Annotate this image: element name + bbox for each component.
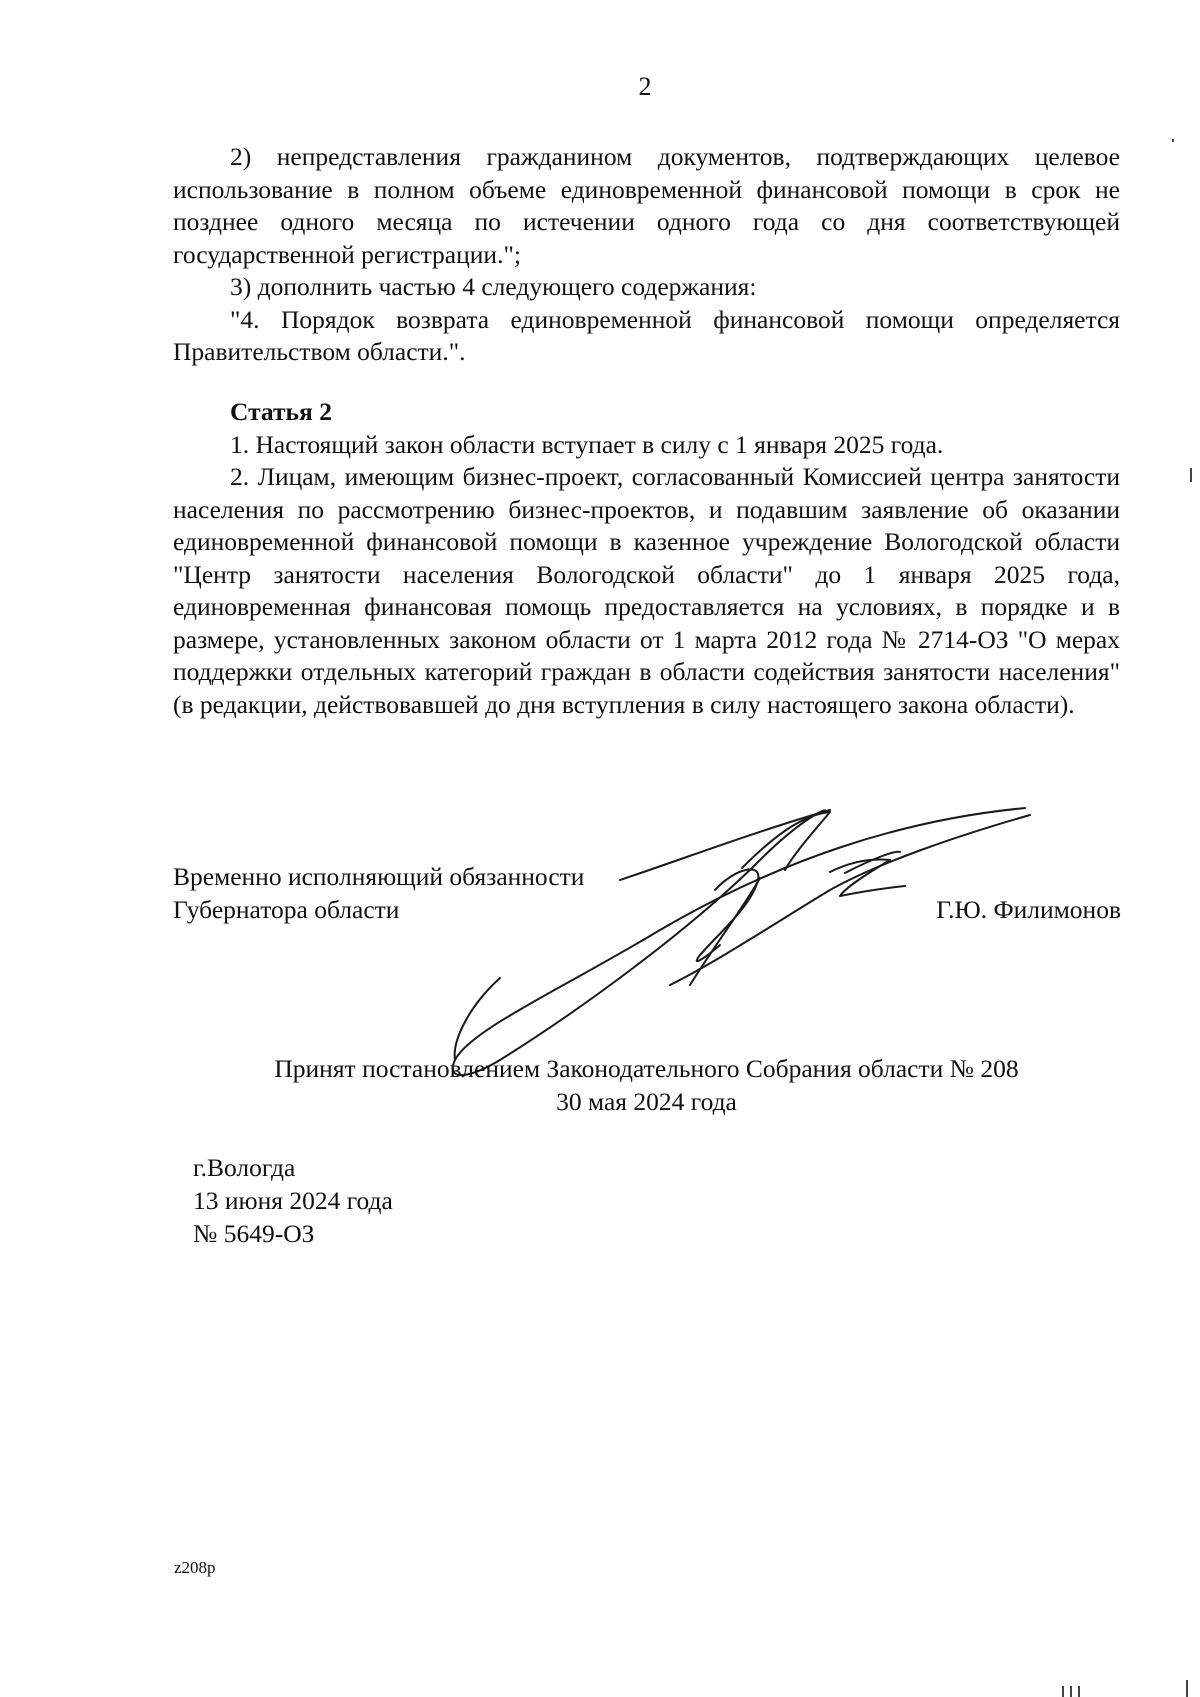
page-number: 2 — [638, 72, 652, 101]
signatory-title-line: Губернатора области — [173, 895, 400, 924]
paragraph: 3) дополнить частью 4 следующего содержания: — [230, 272, 757, 301]
scan-speck — [1070, 1686, 1072, 1697]
signatory-title — [173, 860, 584, 926]
scan-speck — [1078, 1686, 1080, 1697]
paragraph: 2) непредставления гражданином документов, подтверждающих целевое использование в полном объеме единовременной финансовой помощи в срок не позднее одного месяца по истечении одного года со дня соответствующей государственной регистрации."; — [173, 142, 1120, 269]
adoption-line: Принят постановлением Законодательного Собрания области № 208 — [274, 1054, 1019, 1083]
adoption-note — [173, 1052, 1120, 1118]
document-code: z208р — [174, 1558, 216, 1577]
amendment-text — [173, 141, 1120, 369]
paragraph: "4. Порядок возврата единовременной финансовой помощи определяется Правительством области.". — [173, 304, 1120, 366]
signatory-title-line: Временно исполняющий обязанности — [173, 862, 585, 891]
signatory-name: Г.Ю. Филимонов — [936, 895, 1121, 924]
article-heading: Статья 2 — [230, 397, 332, 426]
scan-speck — [1186, 1680, 1188, 1697]
scan-speck — [1172, 139, 1174, 142]
paragraph: 2. Лицам, имеющим бизнес-проект, согласованный Комиссией центра занятости населения по рассмотрению бизнес-проектов, и подавшим заявление об оказании единовременной финансовой помощи в казенное учреждение Вологодской области "Центр занятости населения Вологодской области" до 1 января 2025 года, единовременная финансовая помощь предоставляется на условиях, в порядке и в размере, установленных законом области от 1 марта 2012 года № 2714-ОЗ "О мерах поддержки отдельных категорий граждан в области содействия занятости населения" (в редакции, действовавшей до дня вступления в силу настоящего закона области). — [173, 462, 1120, 719]
law-number: № 5649-ОЗ — [193, 1219, 315, 1248]
signing-date: 13 июня 2024 года — [193, 1186, 393, 1215]
city: г.Вологда — [193, 1153, 296, 1182]
article-2 — [173, 396, 1120, 721]
place-date-number — [193, 1151, 393, 1250]
paragraph: 1. Настоящий закон области вступает в силу с 1 января 2025 года. — [230, 429, 944, 459]
scan-speck — [1062, 1686, 1064, 1697]
scan-speck — [1190, 468, 1192, 482]
adoption-date: 30 мая 2024 года — [556, 1087, 737, 1116]
